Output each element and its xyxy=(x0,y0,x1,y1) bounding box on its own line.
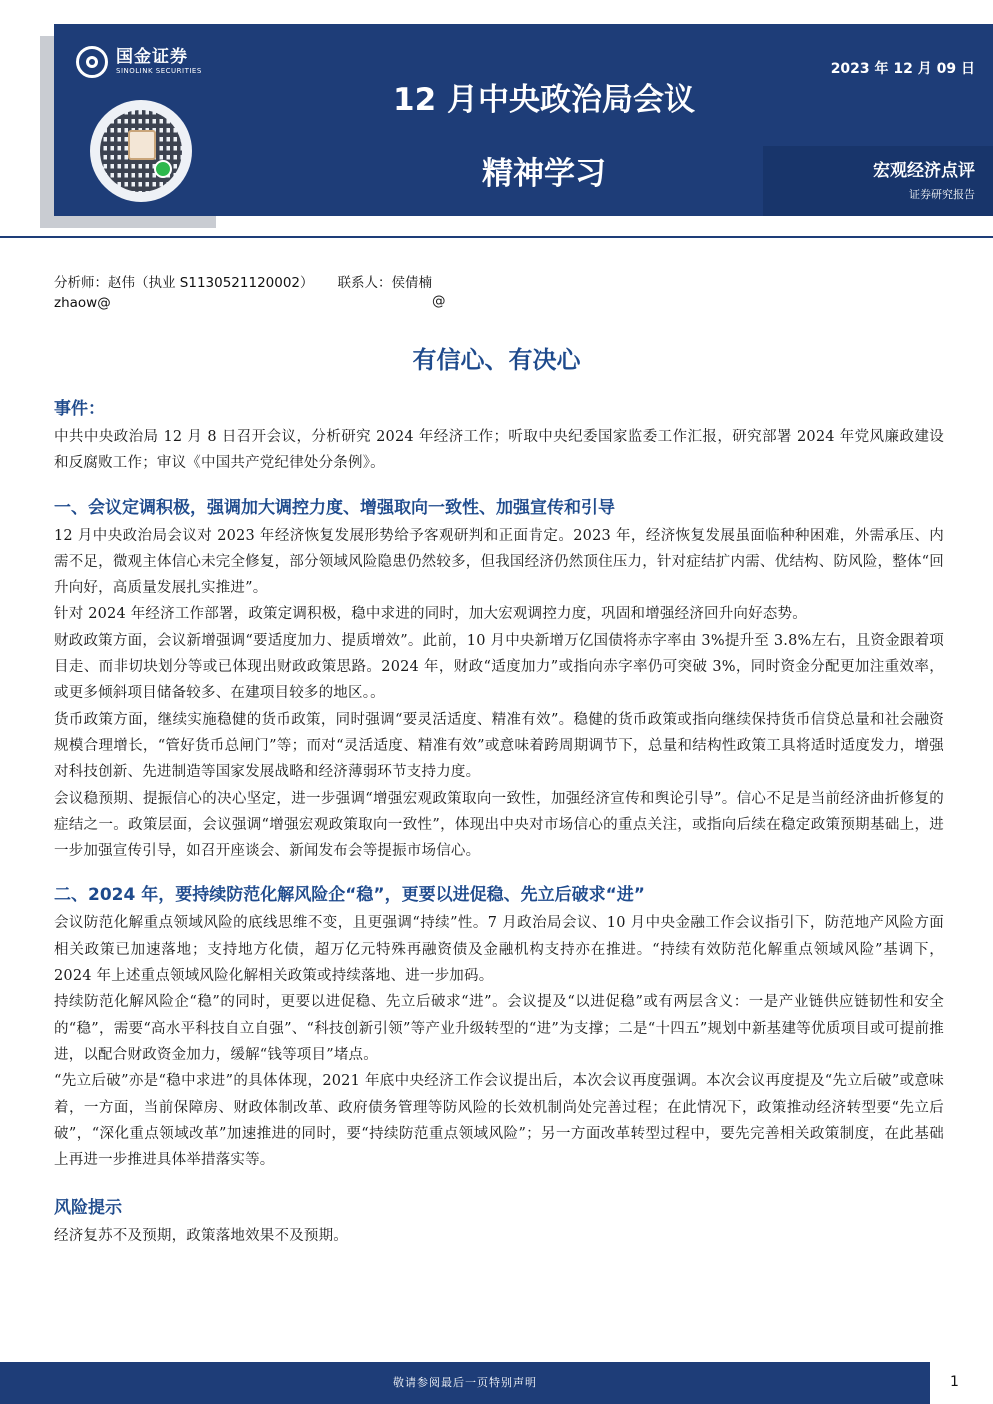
report-type: 宏观经济点评 xyxy=(873,161,975,181)
risk-heading: 风险提示 xyxy=(54,1198,122,1219)
logo-icon xyxy=(76,46,108,78)
section2-paragraph: 持续防范化解风险企“稳”的同时，更要以进促稳、先立后破求“进”。会议提及“以进促稳”或有两层含义：一是产业链供应链韧性和安全的“稳”，需要“高水平科技自立自强”、“科技创新引领”等产业升级转型的“进”为支撑；二是“十四五”规划中新基建等优质项目或可提前推进，以配合财政资金加力，缓解“钱等项目”堵点。 xyxy=(54,994,944,1063)
report-date: 2023 年 12 月 09 日 xyxy=(830,61,975,77)
report-body xyxy=(54,394,944,1250)
logo-name-en: SINOLINK SECURITIES xyxy=(116,67,202,75)
analyst-email[interactable]: zhaow@ xyxy=(54,295,111,311)
section1-paragraph: 针对 2024 年经济工作部署，政策定调积极，稳中求进的同时，加大宏观调控力度，巩固和增强经济回升向好态势。 xyxy=(54,606,807,623)
event-text: 中共中央政治局 12 月 8 日召开会议，分析研究 2024 年经济工作；听取中央纪委国家监委工作汇报，研究部署 2024 年党风廉政建设和反腐败工作；审议《中国共产党纪律处分条例》。 xyxy=(54,429,944,472)
report-subtitle: 精神学习 xyxy=(482,156,606,192)
document-title: 有信心、有决心 xyxy=(412,346,581,374)
header-divider xyxy=(0,236,993,238)
section1-paragraph: 会议稳预期、提振信心的决心坚定，进一步强调“增强宏观政策取向一致性，加强经济宣传和舆论引导”。信心不足是当前经济曲折修复的症结之一。政策层面，会议强调“增强宏观政策取向一致性”，体现出中央对市场信心的重点关注，或指向后续在稳定政策预期基础上，进一步加强宣传引导，如召开座谈会、新闻发布会等提振市场信心。 xyxy=(54,790,944,860)
contact-email[interactable]: @ xyxy=(432,293,446,309)
report-category: 证券研究报告 xyxy=(909,188,975,201)
event-heading: 事件： xyxy=(54,399,105,419)
logo-name-cn: 国金证券 xyxy=(116,47,188,67)
section2-paragraph: 会议防范化解重点领域风险的底线思维不变，且更强调“持续”性。7 月政治局会议、10 月中央金融工作会议指引下，防范地产风险方面相关政策已加速落地；支持地方化债，超万亿元特殊再融资债及金融机构支持亦在推进。“持续有效防范化解重点领域风险”基调下，2024 年上述重点领域风险化解相关政策或持续落地、进一步加码。 xyxy=(54,915,944,985)
analyst-block xyxy=(54,273,432,313)
page-number: 1 xyxy=(950,1374,959,1390)
qr-code-icon xyxy=(90,100,192,202)
risk-text: 经济复苏不及预期，政策落地效果不及预期。 xyxy=(54,1228,348,1245)
footer-disclaimer: 敬请参阅最后一页特别声明 xyxy=(393,1376,537,1389)
section1-heading: 一、会议定调积极，强调加大调控力度、增强取向一致性、加强宣传和引导 xyxy=(54,497,615,518)
contact-name: 联系人：侯倩楠 xyxy=(337,275,433,291)
section1-paragraph: 财政政策方面，会议新增强调“要适度加力、提质增效”。此前，10 月中央新增万亿国债将赤字率由 3%提升至 3.8%左右，且资金跟着项目走、而非切块划分等或已体现出财政政策思路。2024 年，财政“适度加力”或指向赤字率仍可突破 3%，同时资金分配更加注重效率，或更多倾斜项目储备较多、在建项目较多的地区。。 xyxy=(54,632,944,702)
section2-paragraph: “先立后破”亦是“稳中求进”的具体体现，2021 年底中央经济工作会议提出后，本次会议再度强调。本次会议再度提及“先立后破”或意味着，一方面，当前保障房、财政体制改革、政府债务管理等防风险的长效机制尚处完善过程；在此情况下，政策推动经济转型要“先立后破”，“深化重点领域改革”加速推进的同时，要“持续防范重点领域风险”；另一方面改革转型过程中，要先完善相关政策制度，在此基础上再进一步推进具体举措落实等。 xyxy=(54,1073,944,1169)
company-logo xyxy=(76,46,202,78)
footer-bar xyxy=(0,1362,930,1404)
analyst-name: 分析师：赵伟（执业 S1130521120002） xyxy=(54,275,314,291)
section1-paragraph: 货币政策方面，继续实施稳健的货币政策，同时强调“要灵活适度、精准有效”。稳健的货币政策或指向继续保持货币信贷总量和社会融资规模合理增长，“管好货币总闸门”等；而对“灵活适度、精准有效”或意味着跨周期调节下，总量和结构性政策工具将适时适度发力，增强对科技创新、先进制造等国家发展战略和经济薄弱环节支持力度。 xyxy=(54,711,944,781)
section2-heading: 二、2024 年，要持续防范化解风险企“稳”，更要以进促稳、先立后破求“进” xyxy=(54,885,645,906)
section1-paragraph: 12 月中央政治局会议对 2023 年经济恢复发展形势给予客观研判和正面肯定。2023 年，经济恢复发展虽面临种种困难，外需承压、内需不足，微观主体信心未完全修复，部分领域风险隐患仍然较多，但我国经济仍然顶住压力，针对症结扩内需、优结构、防风险，整体“回升向好，高质量发展扎实推进”。 xyxy=(54,527,944,597)
report-title: 12 月中央政治局会议 xyxy=(393,82,695,118)
header-banner xyxy=(54,24,993,216)
